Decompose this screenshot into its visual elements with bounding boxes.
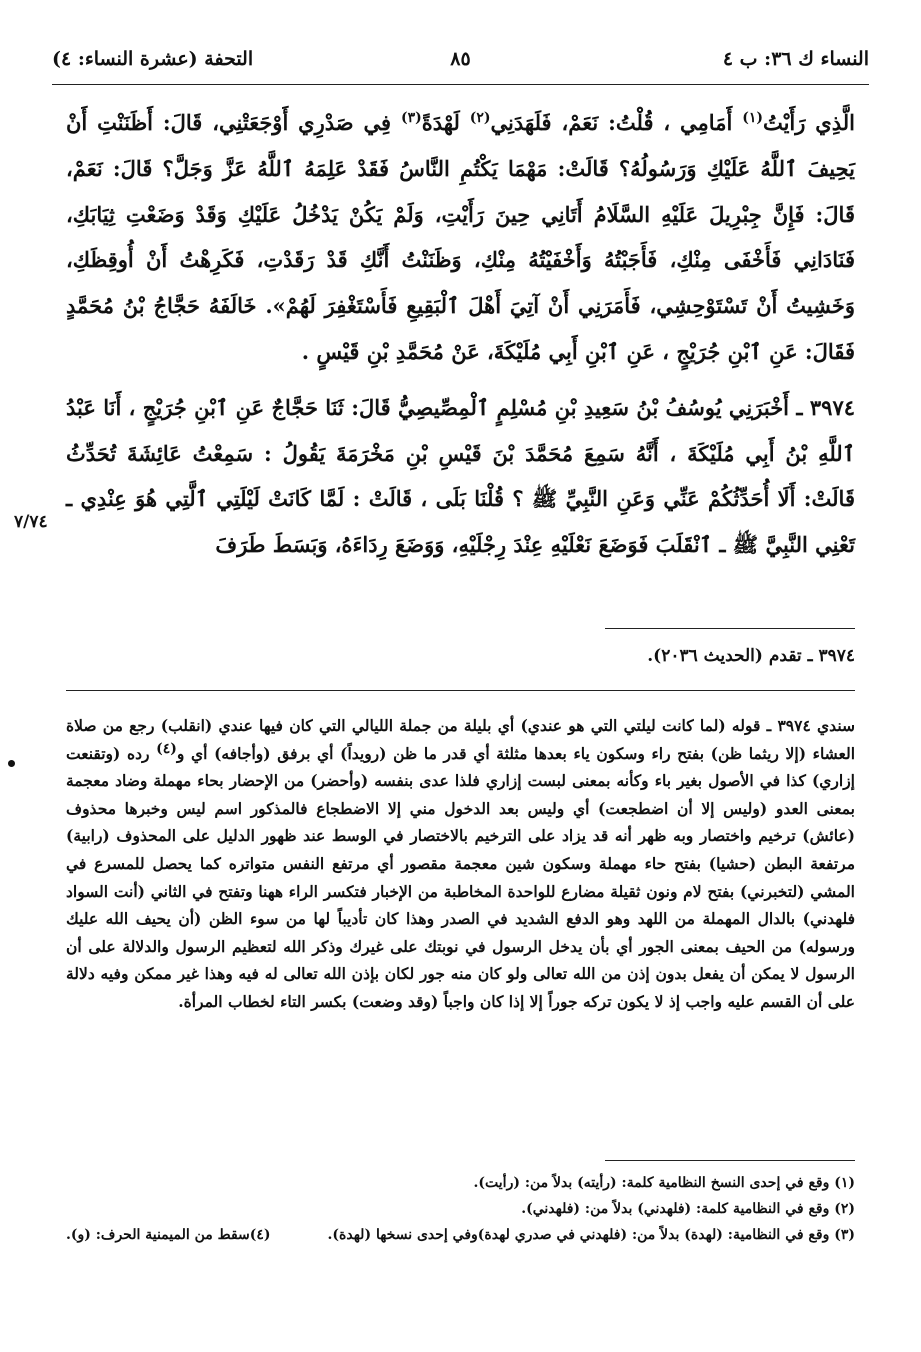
main-hadith-text — [66, 100, 855, 568]
text-run: ـ أَخْبَرَنِي يُوسُفُ بْنُ سَعِيدِ بْنِ مُسْلِمٍ ٱلْمِصِّيصِيُّ قَالَ: ثَنَا حَجَّاجٌ عَنِ ٱبْنِ جُرَيْجٍ ، أَنَا عَبْدُ ٱللَّهِ بْنُ أَبِي مُلَيْكَةَ ، أَنَّهُ سَمِعَ مُحَمَّدَ بْنَ قَيْسِ بْنِ مَخْرَمَةَ يَقُولُ : سَمِعْتُ عَائِشَةَ تُحَدِّثُ قَالَتْ: أَلَا أُحَدِّثُكُمْ عَنِّي وَعَنِ النَّبِيِّ ﷺ ؟ قُلْنَا بَلَى ، قَالَتْ : لَمَّا كَانَتْ لَيْلَتِي ٱلَّتِي هُوَ عِنْدِي ـ تَعْنِي النَّبِيَّ ﷺ ـ ٱنْقَلَبَ فَوَضَعَ نَعْلَيْهِ عِنْدَ رِجْلَيْهِ، وَوَضَعَ رِدَاءَهُ، وَبَسَطَ طَرَفَ — [66, 394, 855, 558]
hadith-number: ٣٩٧٤ — [809, 394, 856, 420]
text-run: لَهْدَةً — [421, 110, 470, 135]
variant-note-1: (١) وقع في إحدى النسخ النظامية كلمة: (رأيته) بدلاً من: (رأيت). — [473, 1175, 855, 1191]
text-run: سندي ٣٩٧٤ ـ قوله (لما كانت ليلتي التي هو عندي) أي بليلة من جملة الليالي التي كان فيها عندي (انقلب) رجع من صلاة العشاء (إلا ريثما ظن) بفتح راء وسكون ياء بعدها مثلثة أي قدر ما ظن (رويداً) أي برفق (وأجافه) أي و — [66, 716, 855, 763]
page-number: ٨٥ — [450, 48, 471, 70]
text-run: أَمَامِي ، قُلْتُ: نَعَمْ، فَلَهَدَنِي — [490, 110, 743, 135]
hadith-paragraph-1 — [66, 100, 855, 375]
variant-notes-row — [66, 1222, 855, 1248]
footnote-ref-3: (٣) — [400, 110, 422, 126]
footnote-ref-1: (١) — [742, 110, 763, 126]
variant-notes — [66, 1170, 855, 1248]
commentary-divider — [66, 690, 855, 691]
hadith-footnote: ٣٩٧٤ ـ تقدم (الحديث ٢٠٣٦). — [647, 646, 855, 666]
header-divider — [52, 84, 869, 85]
footnote-divider — [605, 628, 855, 629]
running-header-right: النساء ك ٣٦: ب ٤ — [722, 48, 869, 70]
footnote-ref-4: (٤) — [156, 740, 177, 757]
commentary-paragraph — [66, 712, 855, 1016]
hadith-paragraph-3974 — [66, 385, 855, 568]
variant-note-4: (٤)سقط من الميمنية الحرف: (و). — [66, 1227, 271, 1243]
text-run: الَّذِي رَأَيْتُ — [762, 110, 856, 135]
running-header-left: التحفة (عشرة النساء: ٤) — [52, 48, 254, 70]
margin-reference: ٧/٧٤ — [14, 512, 48, 532]
footnote-ref-2: (٢) — [469, 110, 491, 126]
variant-notes-divider — [605, 1160, 855, 1161]
text-run: فِي صَدْرِي أَوْجَعَتْنِي، قَالَ: أَظَنَنْتِ أَنْ يَحِيفَ ٱللَّهُ عَلَيْكِ وَرَسُولُهُ؟ قَالَتْ: مَهْمَا يَكْتُمِ النَّاسُ فَقَدْ عَلِمَهُ ٱللَّهُ عَزَّ وَجَلَّ؟ قَالَ: نَعَمْ، قَالَ: فَإِنَّ جِبْرِيلَ عَلَيْهِ السَّلَامُ أَتَانِي حِينَ رَأَيْتِ، وَلَمْ يَكُنْ يَدْخُلُ عَلَيْكِ وَقَدْ وَضَعْتِ ثِيَابَكِ، فَنَادَانِي فَأَخْفَى مِنْكِ، فَأَجَبْتُهُ وَأَخْفَيْتُهُ مِنْكِ، وَظَنَنْتُ أَنَّكِ قَدْ رَقَدْتِ، فَكَرِهْتُ أَنْ أُوقِظَكِ، وَخَشِيتُ أَنْ تَسْتَوْحِشِي، فَأَمَرَنِي أَنْ آتِيَ أَهْلَ ٱلْبَقِيعِ فَأَسْتَغْفِرَ لَهُمْ». خَالَفَهُ حَجَّاجُ بْنُ مُحَمَّدٍ فَقَالَ: عَنِ ٱبْنِ جُرَيْجٍ ، عَنِ ٱبْنِ أَبِي مُلَيْكَةَ، عَنْ مُحَمَّدِ بْنِ قَيْسٍ . — [66, 110, 855, 364]
variant-note-2: (٢) وقع في النظامية كلمة: (فلهدني) بدلاً من: (فلهدني). — [521, 1201, 855, 1217]
variant-note-3: (٣) وقع في النظامية: (لهدة) بدلاً من: (فلهدني في صدري لهدة)وفي إحدى نسخها (لهدة). — [327, 1227, 855, 1243]
sindi-commentary — [66, 712, 855, 1016]
text-run: رده (وتقنعت إزاري) كذا في الأصول بغير باء وكأنه بمعنى لبست إزاري فلذا عدى بنفسه (وأحضر) من الإحضار بحاء مهملة وضاد معجمة بمعنى العدو (وليس إلا أن اضطجعت) أي وليس بعد الدخول مني إلا الاضطجاع فالمذكور اسم ليس وخبرها محذوف (عائش) ترخيم واختصار وبه ظهر أنه قد يزاد على الترخيم بالاختصار في الوسط عند ظهور الدليل على المحذوف (رابية) مرتفعة البطن (حشيا) بفتح حاء مهملة وسكون شين معجمة مقصور أي مرتفع النفس متواتره كما يحصل للمسرع في المشي (لتخبرني) بفتح لام ونون ثقيلة مضارع للواحدة المخاطبة من الإخبار فتكسر الراء ههنا وتفتح في الثاني (أنت السواد فلهدني) بالدال المهملة من اللهد وهو الدفع الشديد في الصدر وهذا كان تأديباً لها من سوء الظن (أن يحيف الله عليك ورسوله) من الحيف بمعنى الجور أي بأن يدخل الرسول في نوبتك على غيرك وذكر الله لتعظيم الرسول والدلالة على أن الرسول لا يمكن أن يفعل بدون إذن من الله تعالى ولو كان منه جور لكان بإذن الله تعالى له فيه وهذا غير ممكن وفيه دلالة على أن القسم عليه واجب إذ لا يكون تركه جوراً إلا إذا كان واجباً (وقد وضعت) بكسر التاء لخطاب المرأة. — [66, 743, 855, 1011]
margin-bullet — [8, 760, 15, 767]
